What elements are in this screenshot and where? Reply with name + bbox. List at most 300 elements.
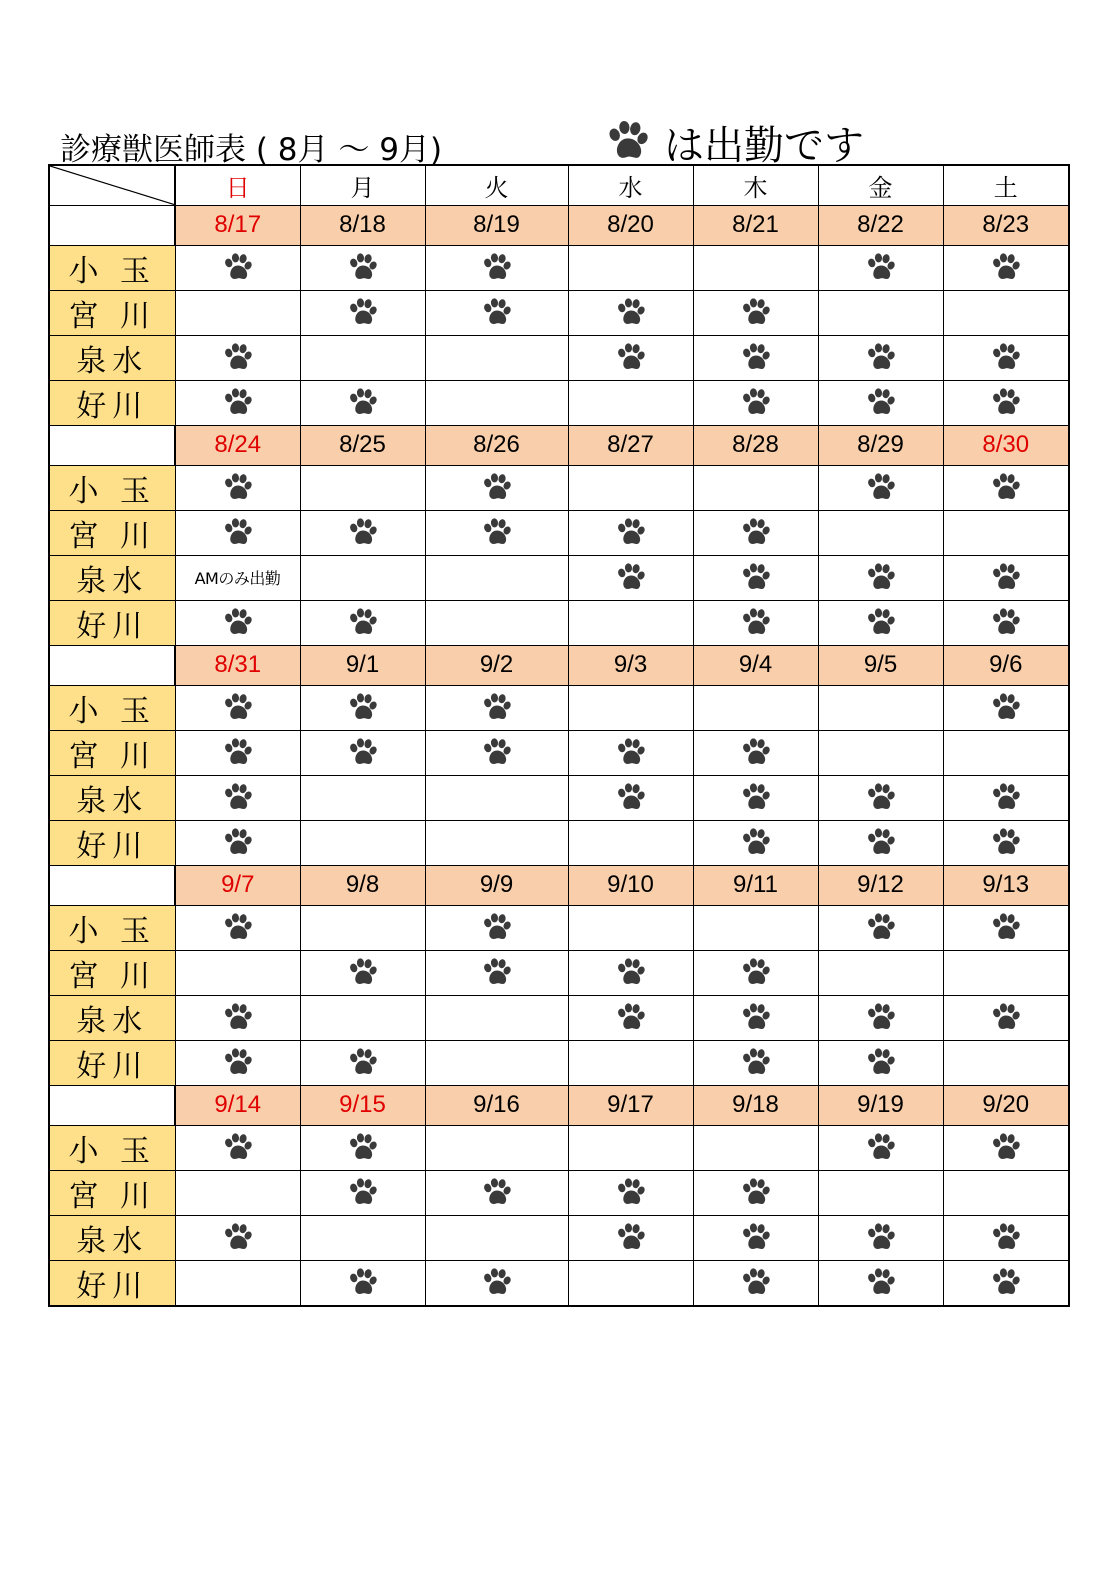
date-cell: 8/19 (425, 205, 568, 245)
doctor-row (49, 600, 1069, 645)
date-row-label-cell (49, 865, 175, 905)
schedule-cell (693, 730, 818, 775)
paw-icon (221, 522, 255, 541)
schedule-cell (175, 600, 300, 645)
paw-icon (989, 1137, 1023, 1156)
paw-icon (614, 347, 648, 366)
date-cell: 9/9 (425, 865, 568, 905)
doctor-name: 宮 川 (49, 730, 175, 775)
schedule-cell (175, 775, 300, 820)
paw-icon (614, 567, 648, 586)
paw-icon (221, 787, 255, 806)
doctor-name: 好川 (49, 820, 175, 865)
schedule-cell (943, 820, 1069, 865)
paw-icon (739, 962, 773, 981)
doctor-name: 好川 (49, 1040, 175, 1085)
paw-icon (346, 612, 380, 631)
doctor-name: 泉水 (49, 555, 175, 600)
schedule-cell (943, 1215, 1069, 1260)
schedule-cell (175, 905, 300, 950)
schedule-cell (568, 380, 693, 425)
doctor-row (49, 1215, 1069, 1260)
paw-icon (739, 392, 773, 411)
paw-icon (989, 787, 1023, 806)
schedule-cell (693, 905, 818, 950)
schedule-cell (943, 730, 1069, 775)
legend-text: は出勤です (664, 122, 864, 169)
date-cell: 8/18 (300, 205, 425, 245)
paw-icon (614, 1227, 648, 1246)
date-cell: 9/7 (175, 865, 300, 905)
paw-icon (346, 302, 380, 321)
schedule-cell (300, 600, 425, 645)
doctor-row (49, 820, 1069, 865)
doctor-row (49, 380, 1069, 425)
schedule-cell (175, 1170, 300, 1215)
weekday-header-row (49, 165, 1069, 205)
date-cell: 9/15 (300, 1085, 425, 1125)
doctor-name: 小 玉 (49, 245, 175, 290)
date-cell: 8/20 (568, 205, 693, 245)
date-cell: 9/20 (943, 1085, 1069, 1125)
paw-icon (739, 1227, 773, 1246)
schedule-cell (175, 465, 300, 510)
doctor-row (49, 950, 1069, 995)
schedule-cell (425, 510, 568, 555)
paw-icon (600, 119, 656, 165)
schedule-cell (425, 1215, 568, 1260)
schedule-cell (300, 995, 425, 1040)
doctor-name: 小 玉 (49, 905, 175, 950)
schedule-cell (568, 1260, 693, 1306)
schedule-cell (818, 730, 943, 775)
doctor-row (49, 685, 1069, 730)
doctor-name: 泉水 (49, 1215, 175, 1260)
doctor-name: 宮 川 (49, 510, 175, 555)
date-cell: 9/12 (818, 865, 943, 905)
weekday-header: 木 (693, 165, 818, 205)
date-row (49, 205, 1069, 245)
schedule-cell (175, 995, 300, 1040)
schedule-cell (943, 380, 1069, 425)
schedule-cell (693, 290, 818, 335)
paw-icon (989, 1227, 1023, 1246)
schedule-cell (425, 685, 568, 730)
doctor-row (49, 730, 1069, 775)
schedule-cell (300, 1170, 425, 1215)
date-cell: 9/19 (818, 1085, 943, 1125)
paw-icon (989, 257, 1023, 276)
schedule-table (48, 164, 1070, 1307)
paw-icon (989, 567, 1023, 586)
schedule-cell (693, 245, 818, 290)
date-cell: 9/5 (818, 645, 943, 685)
schedule-cell (425, 775, 568, 820)
doctor-name: 小 玉 (49, 1125, 175, 1170)
schedule-cell (425, 995, 568, 1040)
schedule-cell (568, 555, 693, 600)
schedule-cell (300, 820, 425, 865)
schedule-cell (175, 1260, 300, 1306)
paw-icon (480, 302, 514, 321)
doctor-name: 泉水 (49, 775, 175, 820)
schedule-cell (818, 380, 943, 425)
doctor-row (49, 1040, 1069, 1085)
schedule-cell (425, 950, 568, 995)
schedule-cell (818, 1260, 943, 1306)
paw-icon (480, 1272, 514, 1291)
paw-icon (346, 257, 380, 276)
paw-icon (614, 302, 648, 321)
schedule-cell (300, 1040, 425, 1085)
schedule-cell (425, 335, 568, 380)
schedule-cell (568, 465, 693, 510)
doctor-row (49, 290, 1069, 335)
paw-icon (614, 522, 648, 541)
schedule-cell (943, 1260, 1069, 1306)
schedule-cell (818, 685, 943, 730)
schedule-cell (943, 775, 1069, 820)
paw-icon (864, 832, 898, 851)
schedule-cell (568, 335, 693, 380)
shift-note: AMのみ出勤 (194, 569, 281, 588)
paw-icon (346, 1272, 380, 1291)
paw-icon (480, 962, 514, 981)
doctor-name: 好川 (49, 1260, 175, 1306)
schedule-cell (568, 730, 693, 775)
paw-icon (739, 1052, 773, 1071)
schedule-cell (425, 820, 568, 865)
paw-icon (989, 1272, 1023, 1291)
schedule-cell (175, 820, 300, 865)
doctor-row (49, 995, 1069, 1040)
paw-icon (739, 1182, 773, 1201)
paw-icon (480, 1182, 514, 1201)
date-row-label-cell (49, 1085, 175, 1125)
paw-icon (346, 742, 380, 761)
paw-icon (989, 347, 1023, 366)
paw-icon (346, 697, 380, 716)
date-cell: 9/4 (693, 645, 818, 685)
schedule-cell (818, 820, 943, 865)
schedule-cell (300, 555, 425, 600)
paw-icon (346, 522, 380, 541)
paw-icon (739, 832, 773, 851)
paw-icon (346, 1052, 380, 1071)
paw-icon (864, 1007, 898, 1026)
schedule-cell (943, 290, 1069, 335)
paw-icon (221, 1052, 255, 1071)
schedule-cell (943, 1170, 1069, 1215)
date-cell: 8/24 (175, 425, 300, 465)
schedule-cell (693, 1260, 818, 1306)
doctor-row (49, 1125, 1069, 1170)
schedule-cell (943, 335, 1069, 380)
date-cell: 9/13 (943, 865, 1069, 905)
date-cell: 9/18 (693, 1085, 818, 1125)
schedule-cell (425, 555, 568, 600)
doctor-name: 宮 川 (49, 950, 175, 995)
schedule-cell (818, 335, 943, 380)
paw-icon (864, 1052, 898, 1071)
paw-icon (346, 1182, 380, 1201)
schedule-cell (300, 380, 425, 425)
paw-icon (739, 612, 773, 631)
doctor-row (49, 905, 1069, 950)
paw-icon (346, 392, 380, 411)
paw-icon (614, 1182, 648, 1201)
paw-icon (221, 347, 255, 366)
paw-icon (614, 962, 648, 981)
paw-icon (221, 742, 255, 761)
paw-icon (221, 392, 255, 411)
schedule-cell (693, 1040, 818, 1085)
paw-icon (864, 477, 898, 496)
paw-icon (739, 302, 773, 321)
date-cell: 8/29 (818, 425, 943, 465)
schedule-cell (943, 510, 1069, 555)
date-cell: 8/30 (943, 425, 1069, 465)
schedule-cell (175, 380, 300, 425)
schedule-cell (818, 600, 943, 645)
date-row (49, 865, 1069, 905)
paw-icon (739, 742, 773, 761)
weekday-header: 火 (425, 165, 568, 205)
date-cell: 8/26 (425, 425, 568, 465)
schedule-cell (300, 335, 425, 380)
weekday-header: 土 (943, 165, 1069, 205)
schedule-cell (568, 1215, 693, 1260)
doctor-name: 泉水 (49, 335, 175, 380)
paw-icon (614, 787, 648, 806)
date-cell: 9/16 (425, 1085, 568, 1125)
schedule-cell (175, 1125, 300, 1170)
weekday-header: 水 (568, 165, 693, 205)
paw-icon (864, 567, 898, 586)
date-cell: 9/10 (568, 865, 693, 905)
schedule-cell (943, 905, 1069, 950)
doctor-row (49, 775, 1069, 820)
schedule-cell (693, 820, 818, 865)
schedule-cell (943, 995, 1069, 1040)
paw-icon (221, 477, 255, 496)
schedule-cell (818, 510, 943, 555)
schedule-cell (943, 1040, 1069, 1085)
schedule-cell (693, 555, 818, 600)
date-cell: 8/27 (568, 425, 693, 465)
doctor-name: 小 玉 (49, 685, 175, 730)
schedule-cell (175, 510, 300, 555)
paw-icon (739, 522, 773, 541)
date-row-label-cell (49, 205, 175, 245)
schedule-cell (568, 1040, 693, 1085)
schedule-cell (693, 1125, 818, 1170)
doctor-row (49, 465, 1069, 510)
paw-icon (221, 1227, 255, 1246)
paw-icon (989, 697, 1023, 716)
paw-icon (480, 522, 514, 541)
date-cell: 9/3 (568, 645, 693, 685)
schedule-cell (568, 775, 693, 820)
corner-cell (49, 165, 175, 205)
paw-icon (346, 962, 380, 981)
paw-icon (739, 1272, 773, 1291)
schedule-cell (943, 1125, 1069, 1170)
doctor-name: 好川 (49, 380, 175, 425)
schedule-cell (175, 950, 300, 995)
schedule-cell (300, 905, 425, 950)
paw-icon (989, 392, 1023, 411)
date-row (49, 1085, 1069, 1125)
paw-icon (864, 1227, 898, 1246)
doctor-row (49, 1170, 1069, 1215)
schedule-body (49, 165, 1069, 1306)
paw-icon (864, 612, 898, 631)
schedule-cell (425, 380, 568, 425)
paw-icon (480, 697, 514, 716)
schedule-cell (175, 245, 300, 290)
schedule-cell (425, 245, 568, 290)
paw-icon (221, 697, 255, 716)
paw-icon (739, 567, 773, 586)
schedule-cell (568, 685, 693, 730)
paw-icon (221, 1007, 255, 1026)
schedule-cell (693, 510, 818, 555)
date-cell: 8/31 (175, 645, 300, 685)
schedule-cell (425, 1260, 568, 1306)
schedule-cell (425, 730, 568, 775)
paw-icon (989, 477, 1023, 496)
schedule-cell (818, 1125, 943, 1170)
paw-icon (739, 347, 773, 366)
schedule-cell (818, 1040, 943, 1085)
schedule-cell (818, 1215, 943, 1260)
schedule-cell (425, 1125, 568, 1170)
paw-icon (864, 392, 898, 411)
schedule-cell (300, 1260, 425, 1306)
paw-icon (864, 1272, 898, 1291)
schedule-cell (568, 1170, 693, 1215)
schedule-cell (693, 995, 818, 1040)
weekday-header: 月 (300, 165, 425, 205)
schedule-cell (175, 335, 300, 380)
date-cell: 9/14 (175, 1085, 300, 1125)
date-row (49, 645, 1069, 685)
paw-icon (221, 257, 255, 276)
doctor-name: 小 玉 (49, 465, 175, 510)
schedule-cell (425, 600, 568, 645)
paw-icon (221, 832, 255, 851)
schedule-cell (568, 905, 693, 950)
schedule-cell (693, 685, 818, 730)
schedule-cell (300, 1125, 425, 1170)
schedule-cell (693, 775, 818, 820)
schedule-cell (568, 820, 693, 865)
schedule-cell (300, 950, 425, 995)
schedule-cell (693, 1215, 818, 1260)
doctor-row (49, 335, 1069, 380)
schedule-cell (818, 775, 943, 820)
doctor-row (49, 1260, 1069, 1306)
date-cell: 8/22 (818, 205, 943, 245)
paw-icon (864, 917, 898, 936)
date-row-label-cell (49, 645, 175, 685)
weekday-header: 日 (175, 165, 300, 205)
paw-icon (739, 787, 773, 806)
page-title: 診療獣医師表 ( 8月 ～ 9月) (60, 132, 443, 168)
date-cell: 8/23 (943, 205, 1069, 245)
date-cell: 8/17 (175, 205, 300, 245)
schedule-cell (425, 290, 568, 335)
date-cell: 9/6 (943, 645, 1069, 685)
paw-icon (614, 1007, 648, 1026)
header (60, 118, 1070, 169)
paw-icon (221, 612, 255, 631)
schedule-cell (693, 380, 818, 425)
paw-icon (480, 917, 514, 936)
paw-icon (989, 917, 1023, 936)
schedule-cell (818, 465, 943, 510)
weekday-header: 金 (818, 165, 943, 205)
paw-icon (989, 612, 1023, 631)
schedule-cell (818, 555, 943, 600)
schedule-cell (568, 600, 693, 645)
schedule-cell (175, 730, 300, 775)
schedule-cell (693, 465, 818, 510)
doctor-row (49, 245, 1069, 290)
doctor-name: 宮 川 (49, 290, 175, 335)
schedule-cell (175, 685, 300, 730)
schedule-cell (425, 905, 568, 950)
schedule-cell (175, 1215, 300, 1260)
schedule-cell (568, 290, 693, 335)
schedule-cell (818, 1170, 943, 1215)
doctor-row (49, 555, 1069, 600)
legend (600, 118, 864, 169)
schedule-cell (300, 290, 425, 335)
paw-icon (864, 257, 898, 276)
paw-icon (614, 742, 648, 761)
schedule-cell (818, 245, 943, 290)
schedule-cell (300, 465, 425, 510)
schedule-cell (568, 1125, 693, 1170)
doctor-row (49, 510, 1069, 555)
date-cell: 8/21 (693, 205, 818, 245)
schedule-cell (175, 1040, 300, 1085)
doctor-name: 宮 川 (49, 1170, 175, 1215)
schedule-cell (300, 510, 425, 555)
paw-icon (480, 477, 514, 496)
schedule-cell (568, 995, 693, 1040)
schedule-cell (568, 245, 693, 290)
schedule-cell (943, 245, 1069, 290)
doctor-name: 好川 (49, 600, 175, 645)
schedule-cell (693, 1170, 818, 1215)
schedule-cell (943, 600, 1069, 645)
schedule-cell (175, 555, 300, 600)
schedule-cell (300, 245, 425, 290)
paw-icon (739, 1007, 773, 1026)
schedule-cell (425, 1040, 568, 1085)
schedule-cell (300, 685, 425, 730)
paw-icon (221, 1137, 255, 1156)
schedule-cell (693, 335, 818, 380)
schedule-cell (818, 950, 943, 995)
schedule-cell (818, 290, 943, 335)
date-cell: 8/28 (693, 425, 818, 465)
date-row-label-cell (49, 425, 175, 465)
schedule-cell (818, 995, 943, 1040)
